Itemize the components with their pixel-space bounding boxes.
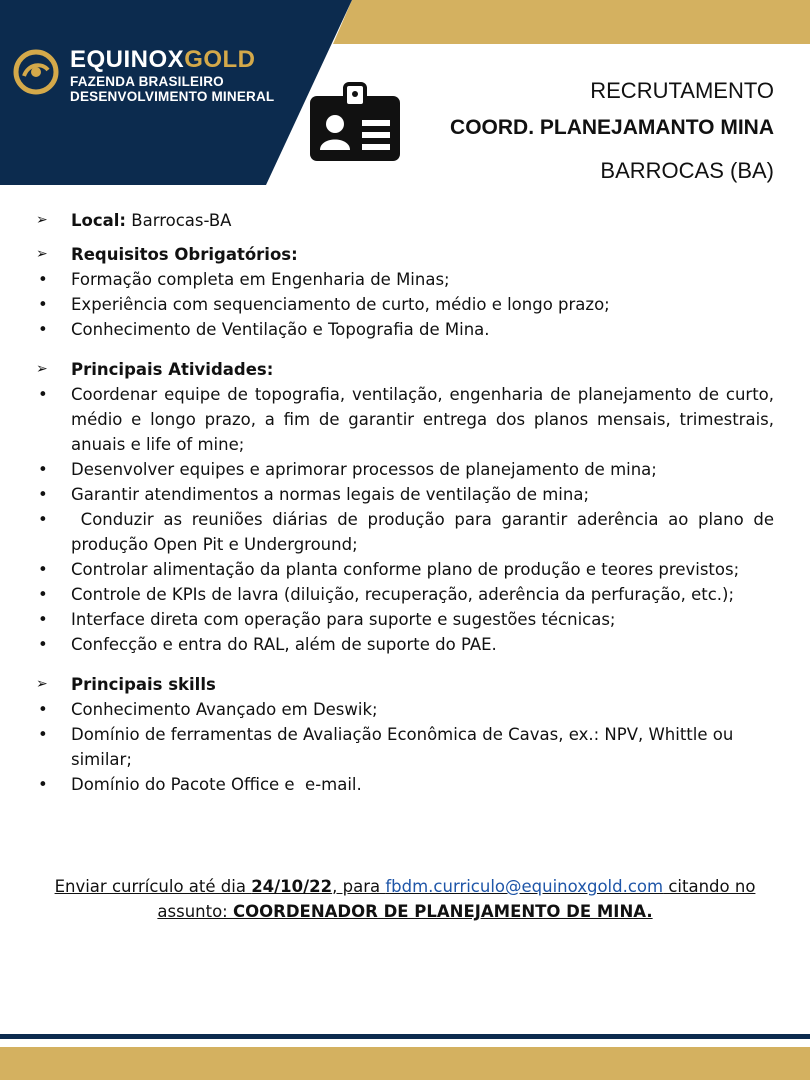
bullet-icon: • <box>38 635 48 654</box>
list-item: • Garantir atendimentos a normas legais de ventilação de mina; <box>36 482 774 507</box>
list-item: • Conhecimento Avançado em Deswik; <box>36 697 774 722</box>
list-item: • Formação completa em Engenharia de Minas; <box>36 267 774 292</box>
list-item: • Experiência com sequenciamento de curto, médio e longo prazo; <box>36 292 774 317</box>
bullet-icon: • <box>38 270 48 289</box>
bullet-icon: • <box>38 560 48 579</box>
local-label: Local: <box>71 211 127 230</box>
email-link[interactable]: fbdm.curriculo@equinoxgold.com <box>385 877 664 896</box>
id-badge-icon <box>307 82 403 164</box>
bullet-icon: • <box>38 295 48 314</box>
company-logo <box>12 46 274 104</box>
list-item: • Interface direta com operação para suporte e sugestões técnicas; <box>36 607 774 632</box>
local-section <box>36 208 774 233</box>
bullet-icon: • <box>38 385 48 404</box>
deadline-date: 24/10/22 <box>251 877 333 896</box>
requisitos-heading: ➢ Requisitos Obrigatórios: <box>36 242 774 267</box>
atividades-heading: ➢ Principais Atividades: <box>36 357 774 382</box>
header-title: RECRUTAMENTO <box>590 78 774 103</box>
list-item: • Confecção e entra do RAL, além de suporte do PAE. <box>36 632 774 657</box>
list-item: • Conhecimento de Ventilação e Topografia de Mina. <box>36 317 774 342</box>
logo-subtitle-1: FAZENDA BRASILEIRO <box>70 74 224 89</box>
list-item: • Coordenar equipe de topografia, ventilação, engenharia de planejamento de curto, médio e longo prazo, a fim de garantir entrega dos planos mensais, trimestrais, anuais e life of mine; <box>36 382 774 457</box>
skills-heading: ➢ Principais skills <box>36 672 774 697</box>
arrow-bullet-icon: ➢ <box>36 361 48 377</box>
email-subject: COORDENADOR DE PLANEJAMENTO DE MINA. <box>232 902 653 921</box>
bullet-icon: • <box>38 700 48 719</box>
arrow-bullet-icon: ➢ <box>36 676 48 692</box>
arrow-bullet-icon: ➢ <box>36 246 48 262</box>
bullet-icon: • <box>38 775 48 794</box>
bullet-icon: • <box>38 725 48 744</box>
arrow-bullet-icon: ➢ <box>36 212 48 228</box>
bullet-icon: • <box>38 510 48 529</box>
brand-name: EQUINOXGOLD <box>70 46 256 73</box>
local-value: Barrocas-BA <box>126 211 232 230</box>
job-title: COORD. PLANEJAMANTO MINA <box>450 116 774 139</box>
list-item: • Desenvolver equipes e aprimorar processos de planejamento de mina; <box>36 457 774 482</box>
bullet-icon: • <box>38 485 48 504</box>
list-item: • Conduzir as reuniões diárias de produção para garantir aderência ao plano de produção Open Pit e Underground; <box>36 507 774 557</box>
list-item: • Controle de KPIs de lavra (diluição, recuperação, aderência da perfuração, etc.); <box>36 582 774 607</box>
bullet-icon: • <box>38 585 48 604</box>
footer-navy-line <box>0 1034 810 1039</box>
job-location: BARROCAS (BA) <box>600 158 774 183</box>
logo-subtitle-2: DESENVOLVIMENTO MINERAL <box>70 89 275 104</box>
bullet-icon: • <box>38 460 48 479</box>
bullet-icon: • <box>38 320 48 339</box>
list-item: • Domínio de ferramentas de Avaliação Econômica de Cavas, ex.: NPV, Whittle ou similar; <box>36 722 774 772</box>
equinox-ring-icon <box>12 48 60 96</box>
list-item: • Controlar alimentação da planta conforme plano de produção e teores previstos; <box>36 557 774 582</box>
job-description <box>36 208 780 797</box>
footer-gold-band <box>0 1047 810 1080</box>
list-item: • Domínio do Pacote Office e e-mail. <box>36 772 774 797</box>
header-gold-stripe <box>333 0 810 44</box>
application-instructions: Enviar currículo até dia 24/10/22, para fbdm.curriculo@equinoxgold.com citando no assunto: COORDENADOR DE PLANEJAMENTO DE MINA. <box>54 877 756 921</box>
bullet-icon: • <box>38 610 48 629</box>
